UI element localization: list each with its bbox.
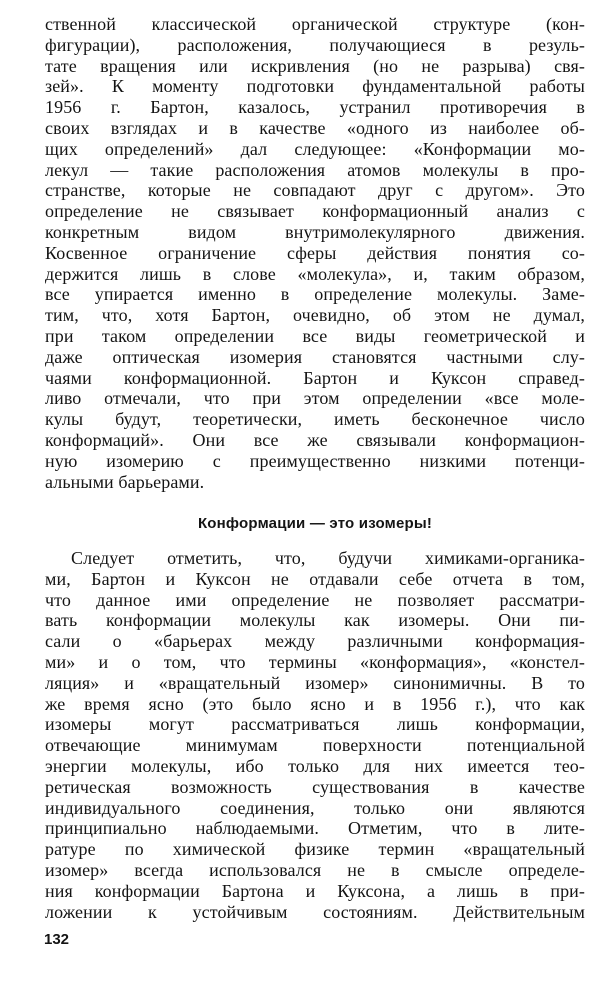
- text-line: щих определений» дал следующее: «Конформации мо-: [45, 138, 585, 159]
- text-line: тате вращения или искривления (но не разрыва) свя-: [45, 55, 585, 76]
- text-line: даже оптическая изомерия становятся частными слу-: [45, 346, 585, 367]
- text-line: ляция» и «вращательный изомер» синонимичны. В то: [45, 672, 585, 693]
- text-line: ратуре по химической физике термин «вращательный: [45, 839, 585, 860]
- text-line: индивидуального соединения, только они являются: [45, 797, 585, 818]
- text-line: что данное ими определение не позволяет рассматри-: [45, 589, 585, 610]
- text-line: 1956 г. Бартон, казалось, устранил противоречия в: [45, 97, 585, 118]
- text-line: зей». К моменту подготовки фундаментальной работы: [45, 76, 585, 97]
- text-line: ния конформации Бартона и Куксона, а лишь в при-: [45, 880, 585, 901]
- text-line: ложении к устойчивым состояниям. Действительным: [45, 901, 585, 922]
- paragraph-1: [45, 14, 585, 492]
- text-line: изомер» всегда использовался не в смысле определе-: [45, 859, 585, 880]
- text-line: ственной классической органической структуре (кон-: [45, 14, 585, 34]
- text-line: держится лишь в слове «молекула», и, таким образом,: [45, 263, 585, 284]
- paragraph-2: [45, 548, 585, 922]
- text-line: ретическая возможность существования в качестве: [45, 776, 585, 797]
- text-line: все упирается именно в определение молекулы. Заме-: [45, 284, 585, 305]
- text-line: вать конформации молекулы как изомеры. Они пи-: [45, 610, 585, 631]
- text-line: же время ясно (это было ясно и в 1956 г.), что как: [45, 693, 585, 714]
- text-line: странстве, которые не совпадают друг с другом». Это: [45, 180, 585, 201]
- text-line: ми» и о том, что термины «конформация», «констел-: [45, 651, 585, 672]
- text-line: Следует отметить, что, будучи химиками-органика-: [71, 548, 585, 568]
- text-line: принципиально наблюдаемыми. Отметим, что в лите-: [45, 818, 585, 839]
- text-line: конкретным видом внутримолекулярного движения.: [45, 221, 585, 242]
- text-line: кулы будут, теоретически, иметь бесконечное число: [45, 409, 585, 430]
- section-heading: Конформации — это изомеры!: [197, 515, 433, 532]
- text-line: Косвенное ограничение сферы действия понятия со-: [45, 242, 585, 263]
- text-line: тим, что, хотя Бартон, очевидно, об этом не думал,: [45, 305, 585, 326]
- text-line: чаями конформационной. Бартон и Куксон справед-: [45, 367, 585, 388]
- text-line: изомеры могут рассматриваться лишь конформации,: [45, 714, 585, 735]
- text-line: ливо отмечали, что при этом определении «все моле-: [45, 388, 585, 409]
- page-number: 132: [44, 931, 70, 948]
- text-line: при таком определении все виды геометрической и: [45, 325, 585, 346]
- text-line: сали о «барьерах между различными конформация-: [45, 631, 585, 652]
- text-line: ми, Бартон и Куксон не отдавали себе отчета в том,: [45, 568, 585, 589]
- text-line: лекул — такие расположения атомов молекулы в про-: [45, 159, 585, 180]
- text-line: своих взглядах и в качестве «одного из наиболее об-: [45, 117, 585, 138]
- text-line: конформаций». Они все же связывали конформацион-: [45, 429, 585, 450]
- text-line: альными барьерами.: [45, 471, 205, 492]
- text-line: ную изомерию с преимущественно низкими потенци-: [45, 450, 585, 471]
- text-line: энергии молекулы, ибо только для них имеется тео-: [45, 755, 585, 776]
- text-line: определение не связывает конформационный анализ с: [45, 201, 585, 222]
- text-line: фигурации), расположения, получающиеся в резуль-: [45, 34, 585, 55]
- text-line: отвечающие минимумам поверхности потенциальной: [45, 735, 585, 756]
